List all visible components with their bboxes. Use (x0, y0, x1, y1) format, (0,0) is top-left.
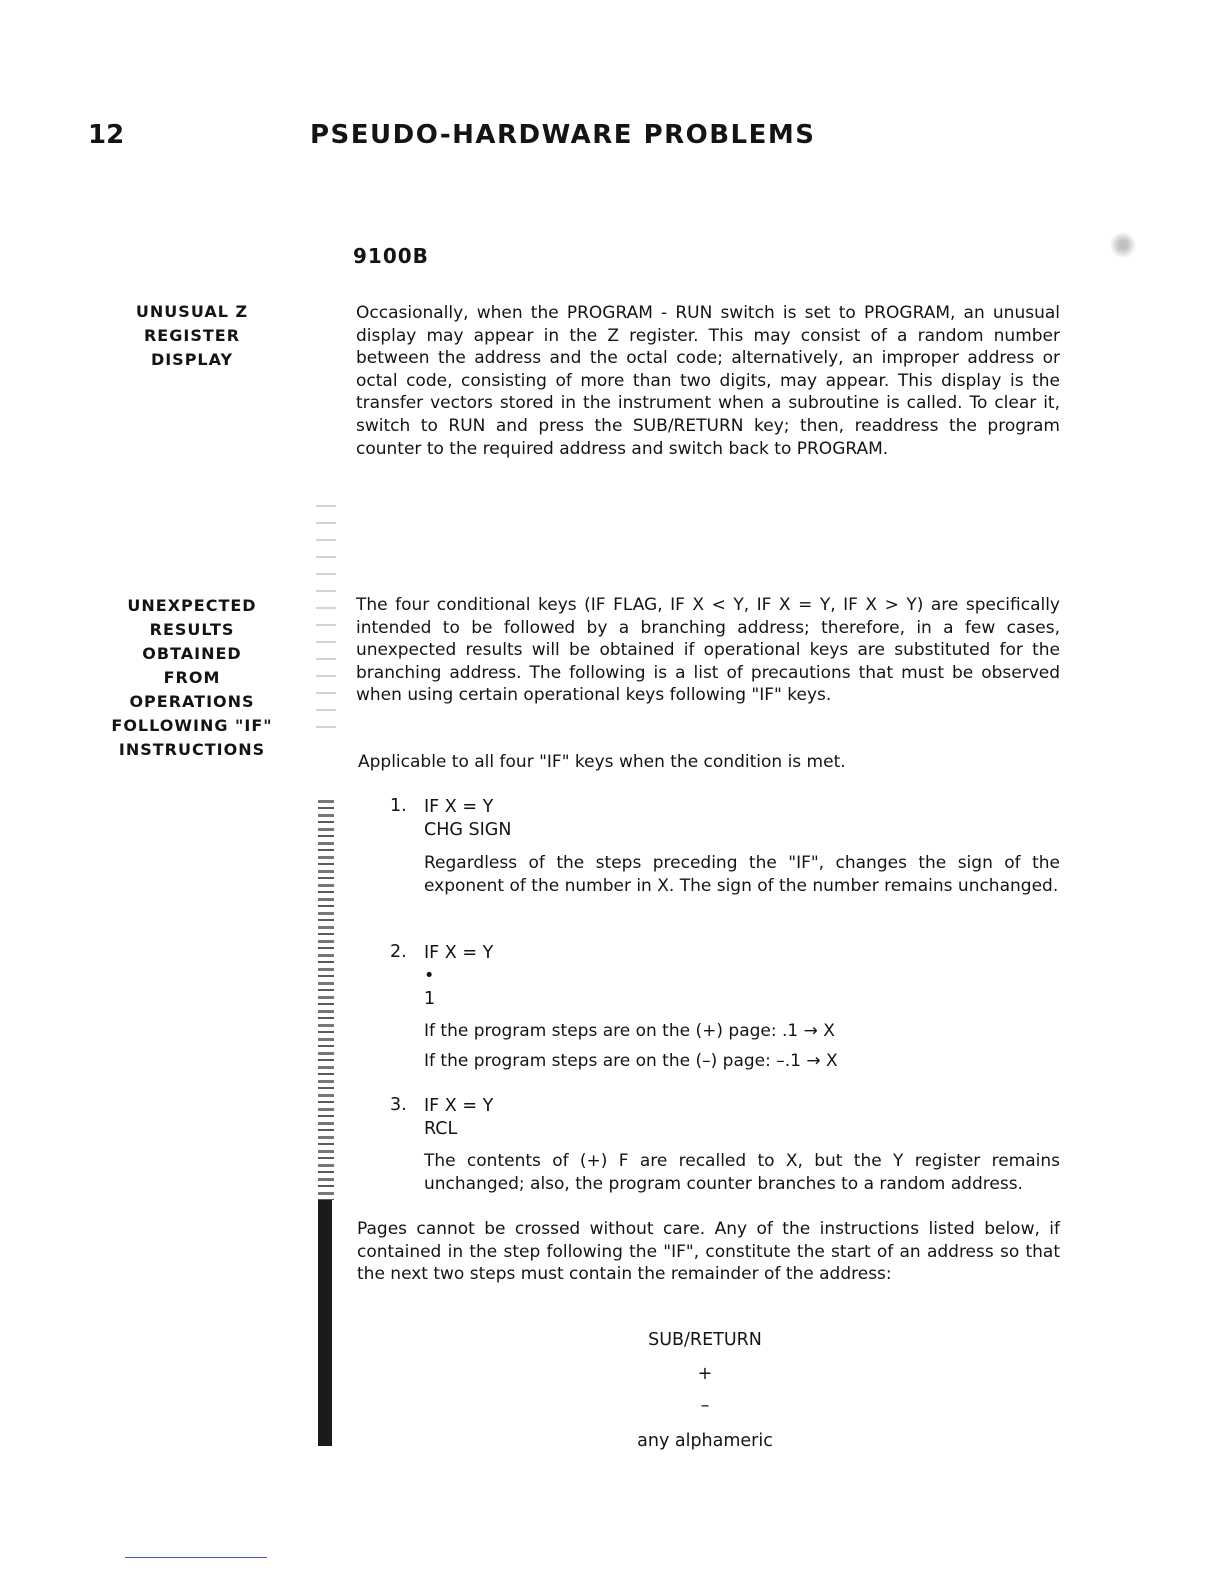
side-heading-line: UNEXPECTED (127, 596, 257, 615)
side-heading-line: REGISTER (143, 326, 241, 345)
side-heading-line: RESULTS (149, 620, 235, 639)
side-heading-line: DISPLAY (150, 350, 234, 369)
footer-line (125, 1557, 267, 1558)
change-bar (318, 1200, 332, 1446)
item-code (424, 1095, 493, 1141)
key-any-alphameric: any alphameric (637, 1431, 773, 1451)
key-minus: – (700, 1396, 710, 1416)
side-heading-line: OPERATIONS (129, 692, 255, 711)
code-line: 1 (424, 989, 436, 1009)
code-line: IF X = Y (424, 943, 494, 963)
applicable-note: Applicable to all four "IF" keys when the condition is met. (358, 752, 846, 772)
side-heading-line: FROM (163, 668, 221, 687)
side-heading-line: UNUSUAL Z (135, 302, 249, 321)
key-sub-return: SUB/RETURN (648, 1330, 762, 1350)
code-line: RCL (424, 1119, 458, 1139)
code-line: CHG SIGN (424, 820, 512, 840)
code-line: • (424, 966, 435, 986)
side-heading-line: OBTAINED (142, 644, 242, 663)
item-description: The contents of (+) F are recalled to X, but the Y register remains unchanged; also, the program counter branches to a random address. (424, 1151, 1060, 1194)
item-number: 2. (390, 942, 407, 962)
code-line: IF X = Y (424, 1096, 494, 1116)
conditional-keys-paragraph: The four conditional keys (IF FLAG, IF X < Y, IF X = Y, IF X > Y) are specifically intended to be followed by a branching address; therefore, in a few cases, unexpected results will be obtained if operational keys are substituted for the branching address. The following is a list of precautions that must be observed when using certain operational keys following "IF" keys. (356, 595, 1060, 706)
item-note: If the program steps are on the (–) page: –.1 → X (424, 1051, 838, 1071)
item-code (424, 942, 493, 1011)
scan-speckle (1105, 232, 1141, 258)
side-heading-line: FOLLOWING "IF" (111, 716, 273, 735)
item-code (424, 796, 511, 842)
pages-note-paragraph: Pages cannot be crossed without care. Any of the instructions listed below, if contained in the step following the "IF", constitute the start of an address so that the next two steps must contain the remainder of the address: (357, 1219, 1060, 1285)
unusual-z-paragraph: Occasionally, when the PROGRAM - RUN switch is set to PROGRAM, an unusual display may appear in the Z register. This may consist of a random number between the address and the octal code; alternatively, an improper address or octal code, consisting of more than two digits, may appear. This display is the transfer vectors stored in the instrument when a subroutine is called. To clear it, switch to RUN and press the SUB/RETURN key; then, readdress the program counter to the required address and switch back to PROGRAM. (356, 303, 1060, 459)
model-heading: 9100B (353, 244, 429, 268)
page-number: 12 (88, 120, 125, 150)
margin-speckles (316, 505, 336, 735)
item-note: If the program steps are on the (+) page: .1 → X (424, 1021, 835, 1041)
item-description: Regardless of the steps preceding the "IF", changes the sign of the exponent of the number in X. The sign of the number remains unchanged. (424, 853, 1060, 896)
change-bar-speckles (318, 800, 334, 1200)
page-title: PSEUDO-HARDWARE PROBLEMS (310, 120, 816, 150)
item-number: 1. (390, 796, 407, 816)
code-line: IF X = Y (424, 797, 494, 817)
key-plus: + (697, 1364, 713, 1384)
side-heading-unexpected-results (82, 594, 302, 762)
side-heading-unusual-z (82, 300, 302, 372)
side-heading-line: INSTRUCTIONS (118, 740, 266, 759)
item-number: 3. (390, 1095, 407, 1115)
